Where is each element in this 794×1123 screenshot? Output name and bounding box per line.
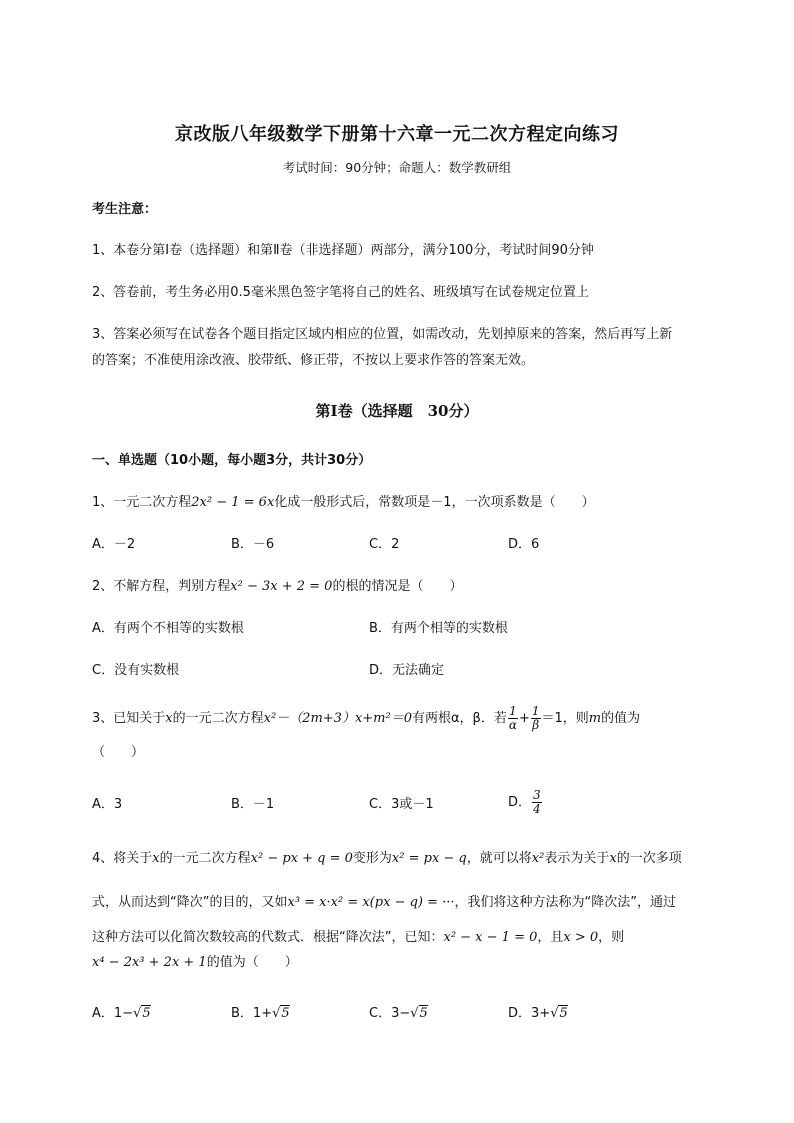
equation: x²－（2m+3）x+m²＝0: [263, 711, 412, 726]
fraction: $\frac{3}{4}$: [533, 788, 541, 816]
exam-title: 京改版八年级数学下册第十六章一元二次方程定向练习: [175, 124, 619, 145]
q1-option-a: A．－2: [92, 537, 136, 552]
q3-option-a: A．3: [92, 797, 123, 812]
notice-item-2: 2、答卷前，考生务必用0.5毫米黑色签字笔将自己的姓名、班级填写在试卷规定位置上: [92, 285, 589, 300]
q2-option-a: A．有两个不相等的实数根: [92, 621, 244, 636]
fraction: $\frac{1}{\alpha}$: [508, 704, 517, 732]
notice-heading: 考生注意：: [92, 202, 158, 217]
question-4-line-3: 这种方法可以化简次数较高的代数式．根据“降次法”，已知：x² − x − 1 = 0，且x > 0，则: [92, 930, 625, 945]
expression: x⁴ − 2x³ + 2x + 1: [92, 955, 207, 970]
question-4-line-4: x⁴ − 2x³ + 2x + 1的值为（ ）: [92, 955, 298, 970]
q4-option-c: C．3−√5: [369, 1006, 428, 1021]
question-3-stem: 3、已知关于x的一元二次方程x²－（2m+3）x+m²＝0有两根α，β．若 $\frac{1}{\alpha}$ + $\frac{1}{\beta}$ ＝1，则m的值为: [92, 704, 641, 732]
q4-option-b: B．1+√5: [231, 1006, 290, 1021]
q3-option-c: C．3或－1: [369, 797, 434, 812]
question-4-line-2: 式，从而达到“降次”的目的，又如x³ = x·x² = x(px − q) = ···，我们将这种方法称为“降次法”，通过: [92, 895, 676, 910]
notice-item-1: 1、本卷分第I卷（选择题）和第Ⅱ卷（非选择题）两部分，满分100分，考试时间90分钟: [92, 243, 594, 258]
q3-option-b: B．－1: [231, 797, 275, 812]
q2-option-b: B．有两个相等的实数根: [369, 621, 508, 636]
q1-option-d: D．6: [508, 537, 540, 552]
equation: x³ = x·x² = x(px − q) = ···: [287, 895, 455, 910]
question-2-stem: 2、不解方程，判别方程x² − 3x + 2 = 0的根的情况是（ ）: [92, 579, 463, 594]
question-4-line-1: 4、将关于x的一元二次方程x² − px + q = 0变形为x² = px − q，就可以将x²表示为关于x的一次多项: [92, 851, 682, 866]
q4-option-d: D．3+√5: [508, 1006, 568, 1021]
equation: x² − px + q = 0: [250, 851, 353, 866]
question-1-stem: 1、一元二次方程2x² − 1 = 6x化成一般形式后，常数项是－1，一次项系数是（ ）: [92, 495, 595, 510]
q4-option-a: A．1−√5: [92, 1006, 151, 1021]
notice-item-3: 3、答案必须写在试卷各个题目指定区域内相应的位置，如需改动，先划掉原来的答案，然后再写上新: [92, 327, 673, 342]
q3-option-d: D． $\frac{3}{4}$: [508, 788, 541, 816]
fraction: $\frac{1}{\beta}$: [531, 704, 540, 732]
exam-subtitle: 考试时间：90分钟；命题人：数学教研组: [282, 160, 512, 175]
question-3-paren: （ ）: [92, 745, 145, 760]
q1-option-b: B．－6: [231, 537, 275, 552]
q2-option-c: C．没有实数根: [92, 663, 180, 678]
q2-option-d: D．无法确定: [369, 663, 445, 678]
equation: 2x² − 1 = 6x: [191, 495, 275, 510]
notice-item-3-cont: 的答案；不准使用涂改液、胶带纸、修正带，不按以上要求作答的答案无效。: [92, 353, 535, 368]
section-title: 第I卷（选择题 30分）: [315, 402, 479, 420]
q1-option-c: C．2: [369, 537, 400, 552]
part-heading: 一、单选题（10小题，每小题3分，共计30分）: [92, 453, 372, 468]
equation: x² − 3x + 2 = 0: [230, 579, 333, 594]
